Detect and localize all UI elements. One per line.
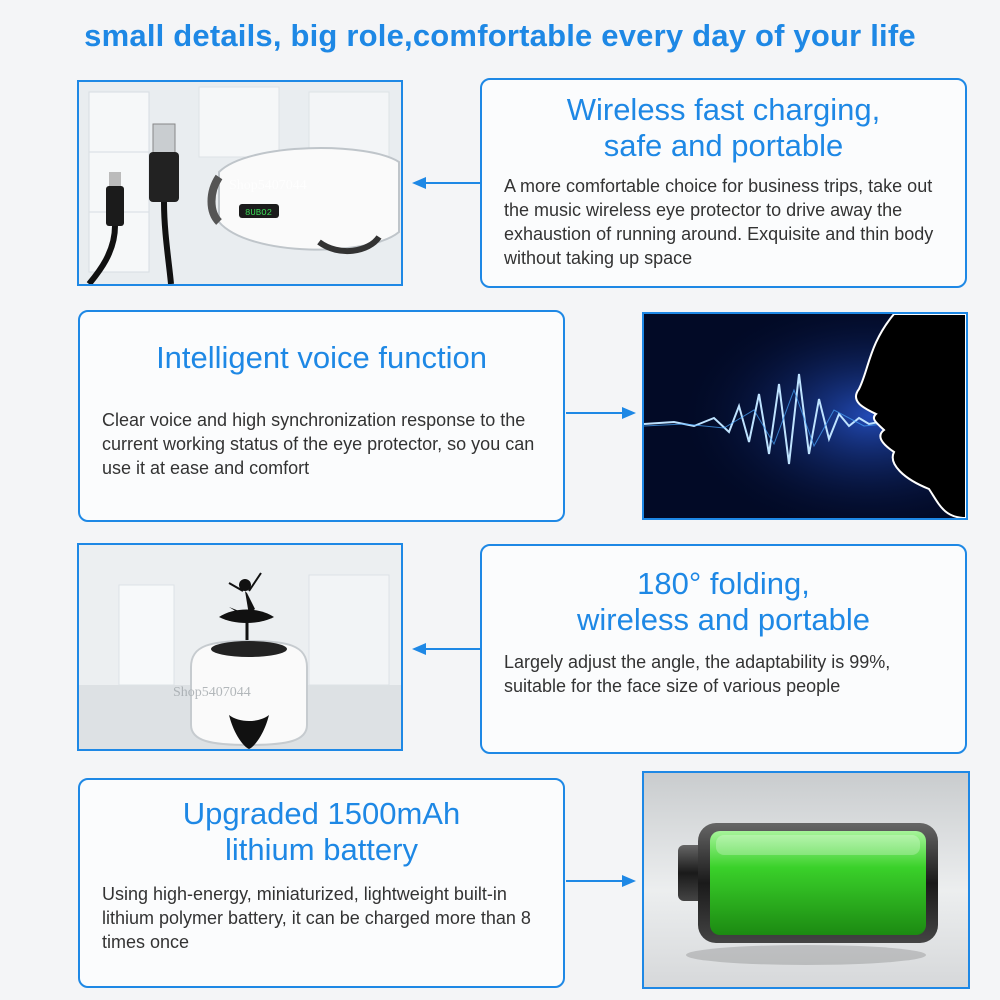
page-headline: small details, big role,comfortable every day of your life [84, 18, 916, 53]
arrow-right-icon [566, 406, 636, 420]
feature-description: Largely adjust the angle, the adaptability is 99%, suitable for the face size of various people [504, 652, 891, 696]
feature-card-voice-function [78, 310, 565, 522]
feature-title: 180° folding, wireless and portable [577, 566, 870, 637]
watermark-text: Shop5407044 [173, 685, 251, 700]
arrow-right-icon [566, 874, 636, 888]
feature-description: A more comfortable choice for business trips, take out the music wireless eye protector to drive away the exhaustion of running around. Exquisite and thin body without taking up space [504, 176, 934, 268]
folded-massager-dancer-photo [77, 543, 403, 751]
voice-waveform-profile-photo [642, 312, 968, 520]
folding-scene-illustration [79, 545, 401, 749]
voice-waveform-illustration [644, 314, 966, 518]
eye-massager-usb-cable-photo [77, 80, 403, 286]
arrow-left-icon [412, 642, 482, 656]
arrow-left-icon [412, 176, 482, 190]
feature-description: Clear voice and high synchronization response to the current working status of the eye protector, so you can use it at ease and comfort [102, 410, 535, 478]
feature-title: Intelligent voice function [156, 340, 487, 375]
feature-title: Upgraded 1500mAh lithium battery [182, 796, 461, 867]
watermark-text: Shop5407044 [229, 178, 307, 193]
feature-title: Wireless fast charging, safe and portable [566, 92, 881, 163]
green-battery-photo [642, 771, 970, 989]
feature-description: Using high-energy, miniaturized, lightweight built-in lithium polymer battery, it can be charged more than 8 times once [102, 884, 531, 952]
feature-card-folding [480, 544, 967, 754]
feature-card-wireless-charging [480, 78, 967, 288]
feature-card-battery [78, 778, 565, 988]
battery-illustration [644, 773, 968, 987]
svg-text:8UBO2: 8UBO2 [245, 208, 273, 218]
